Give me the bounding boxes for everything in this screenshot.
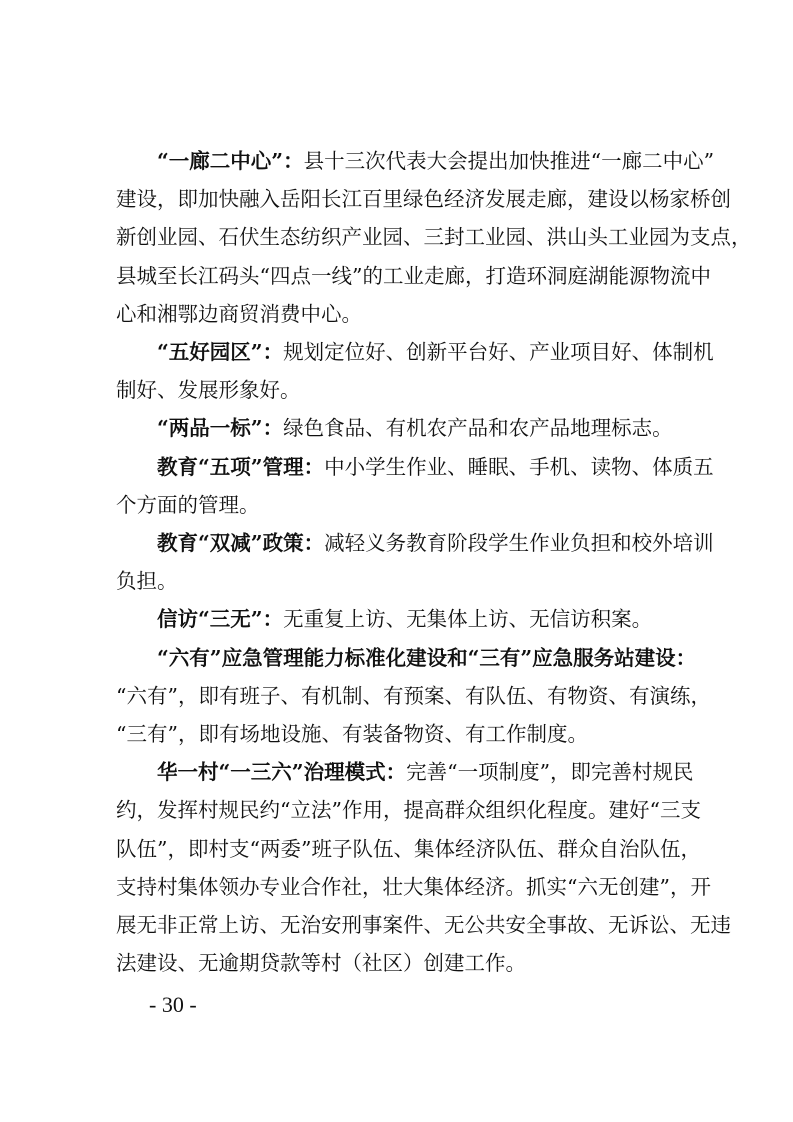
definition-line: 规划定位好、创新平台好、产业项目好、体制机 (283, 340, 714, 365)
term: “两品一标”： (157, 416, 284, 441)
glossary-item-liangpin (116, 409, 680, 447)
definition-line: 减轻义务教育阶段学生作业负担和校外培训 (324, 531, 714, 556)
glossary-item-wuhao (116, 333, 714, 409)
definition-line: 约，发挥村规民约“立法”作用，提高群众组织化程度。建好“三支 (116, 798, 701, 823)
definition-line: 中小学生作业、睡眠、手机、读物、体质五 (324, 454, 714, 479)
page-number: - 30 - (149, 992, 197, 1017)
definition-line: 建设，即加快融入岳阳长江百里绿色经济发展走廊，建设以杨家桥创 (116, 187, 731, 212)
definition-line: 队伍”，即村支“两委”班子队伍、集体经济队伍、群众自治队伍， (116, 836, 701, 861)
definition-line: 制好、发展形象好。 (116, 378, 301, 403)
term: “一廊二中心”： (157, 149, 304, 173)
term: 教育“双减”政策： (157, 531, 325, 556)
glossary-item-liuyou (116, 639, 711, 754)
term: “六有”应急管理能力标准化建设和“三有”应急服务站建设： (157, 645, 697, 670)
term: “五好园区”： (157, 340, 284, 365)
glossary-item-huayicun (116, 753, 731, 982)
term: 教育“五项”管理： (157, 454, 325, 479)
definition-line: 县十三次代表大会提出加快推进“一廊二中心” (303, 149, 715, 173)
definition-line: “三有”，即有场地设施、有装备物资、有工作制度。 (116, 722, 588, 747)
definition-line: 支持村集体领办专业合作社，壮大集体经济。抓实“六无创建”，开 (116, 874, 711, 899)
glossary-item-yilang (116, 142, 752, 333)
definition-line: 展无非正常上访、无治安刑事案件、无公共安全事故、无诉讼、无违 (116, 913, 731, 938)
definition-line: 无重复上访、无集体上访、无信访积案。 (283, 607, 653, 632)
term: 信访“三无”： (157, 607, 284, 632)
term: 华一村“一三六”治理模式： (157, 760, 407, 785)
definition-line: 负担。 (116, 569, 178, 594)
definition-line: 心和湘鄂边商贸消费中心。 (116, 301, 362, 326)
glossary-item-xinfang (116, 600, 680, 638)
definition-line: “六有”，即有班子、有机制、有预案、有队伍、有物资、有演练， (116, 683, 711, 708)
definition-line: 新创业园、石伏生态纺织产业园、三封工业园、洪山头工业园为支点， (116, 225, 752, 250)
definition-line: 完善“一项制度”，即完善村规民 (406, 760, 694, 785)
definition-line: 县城至长江码头“四点一线”的工业走廊，打造环洞庭湖能源物流中 (116, 263, 711, 288)
definition-line: 绿色食品、有机农产品和农产品地理标志。 (283, 416, 673, 441)
glossary-content (116, 142, 752, 982)
glossary-item-wuxiang (116, 448, 714, 524)
glossary-item-shuangjian (116, 524, 714, 600)
definition-line: 个方面的管理。 (116, 492, 260, 517)
definition-line: 法建设、无逾期贷款等村（社区）创建工作。 (116, 951, 526, 976)
